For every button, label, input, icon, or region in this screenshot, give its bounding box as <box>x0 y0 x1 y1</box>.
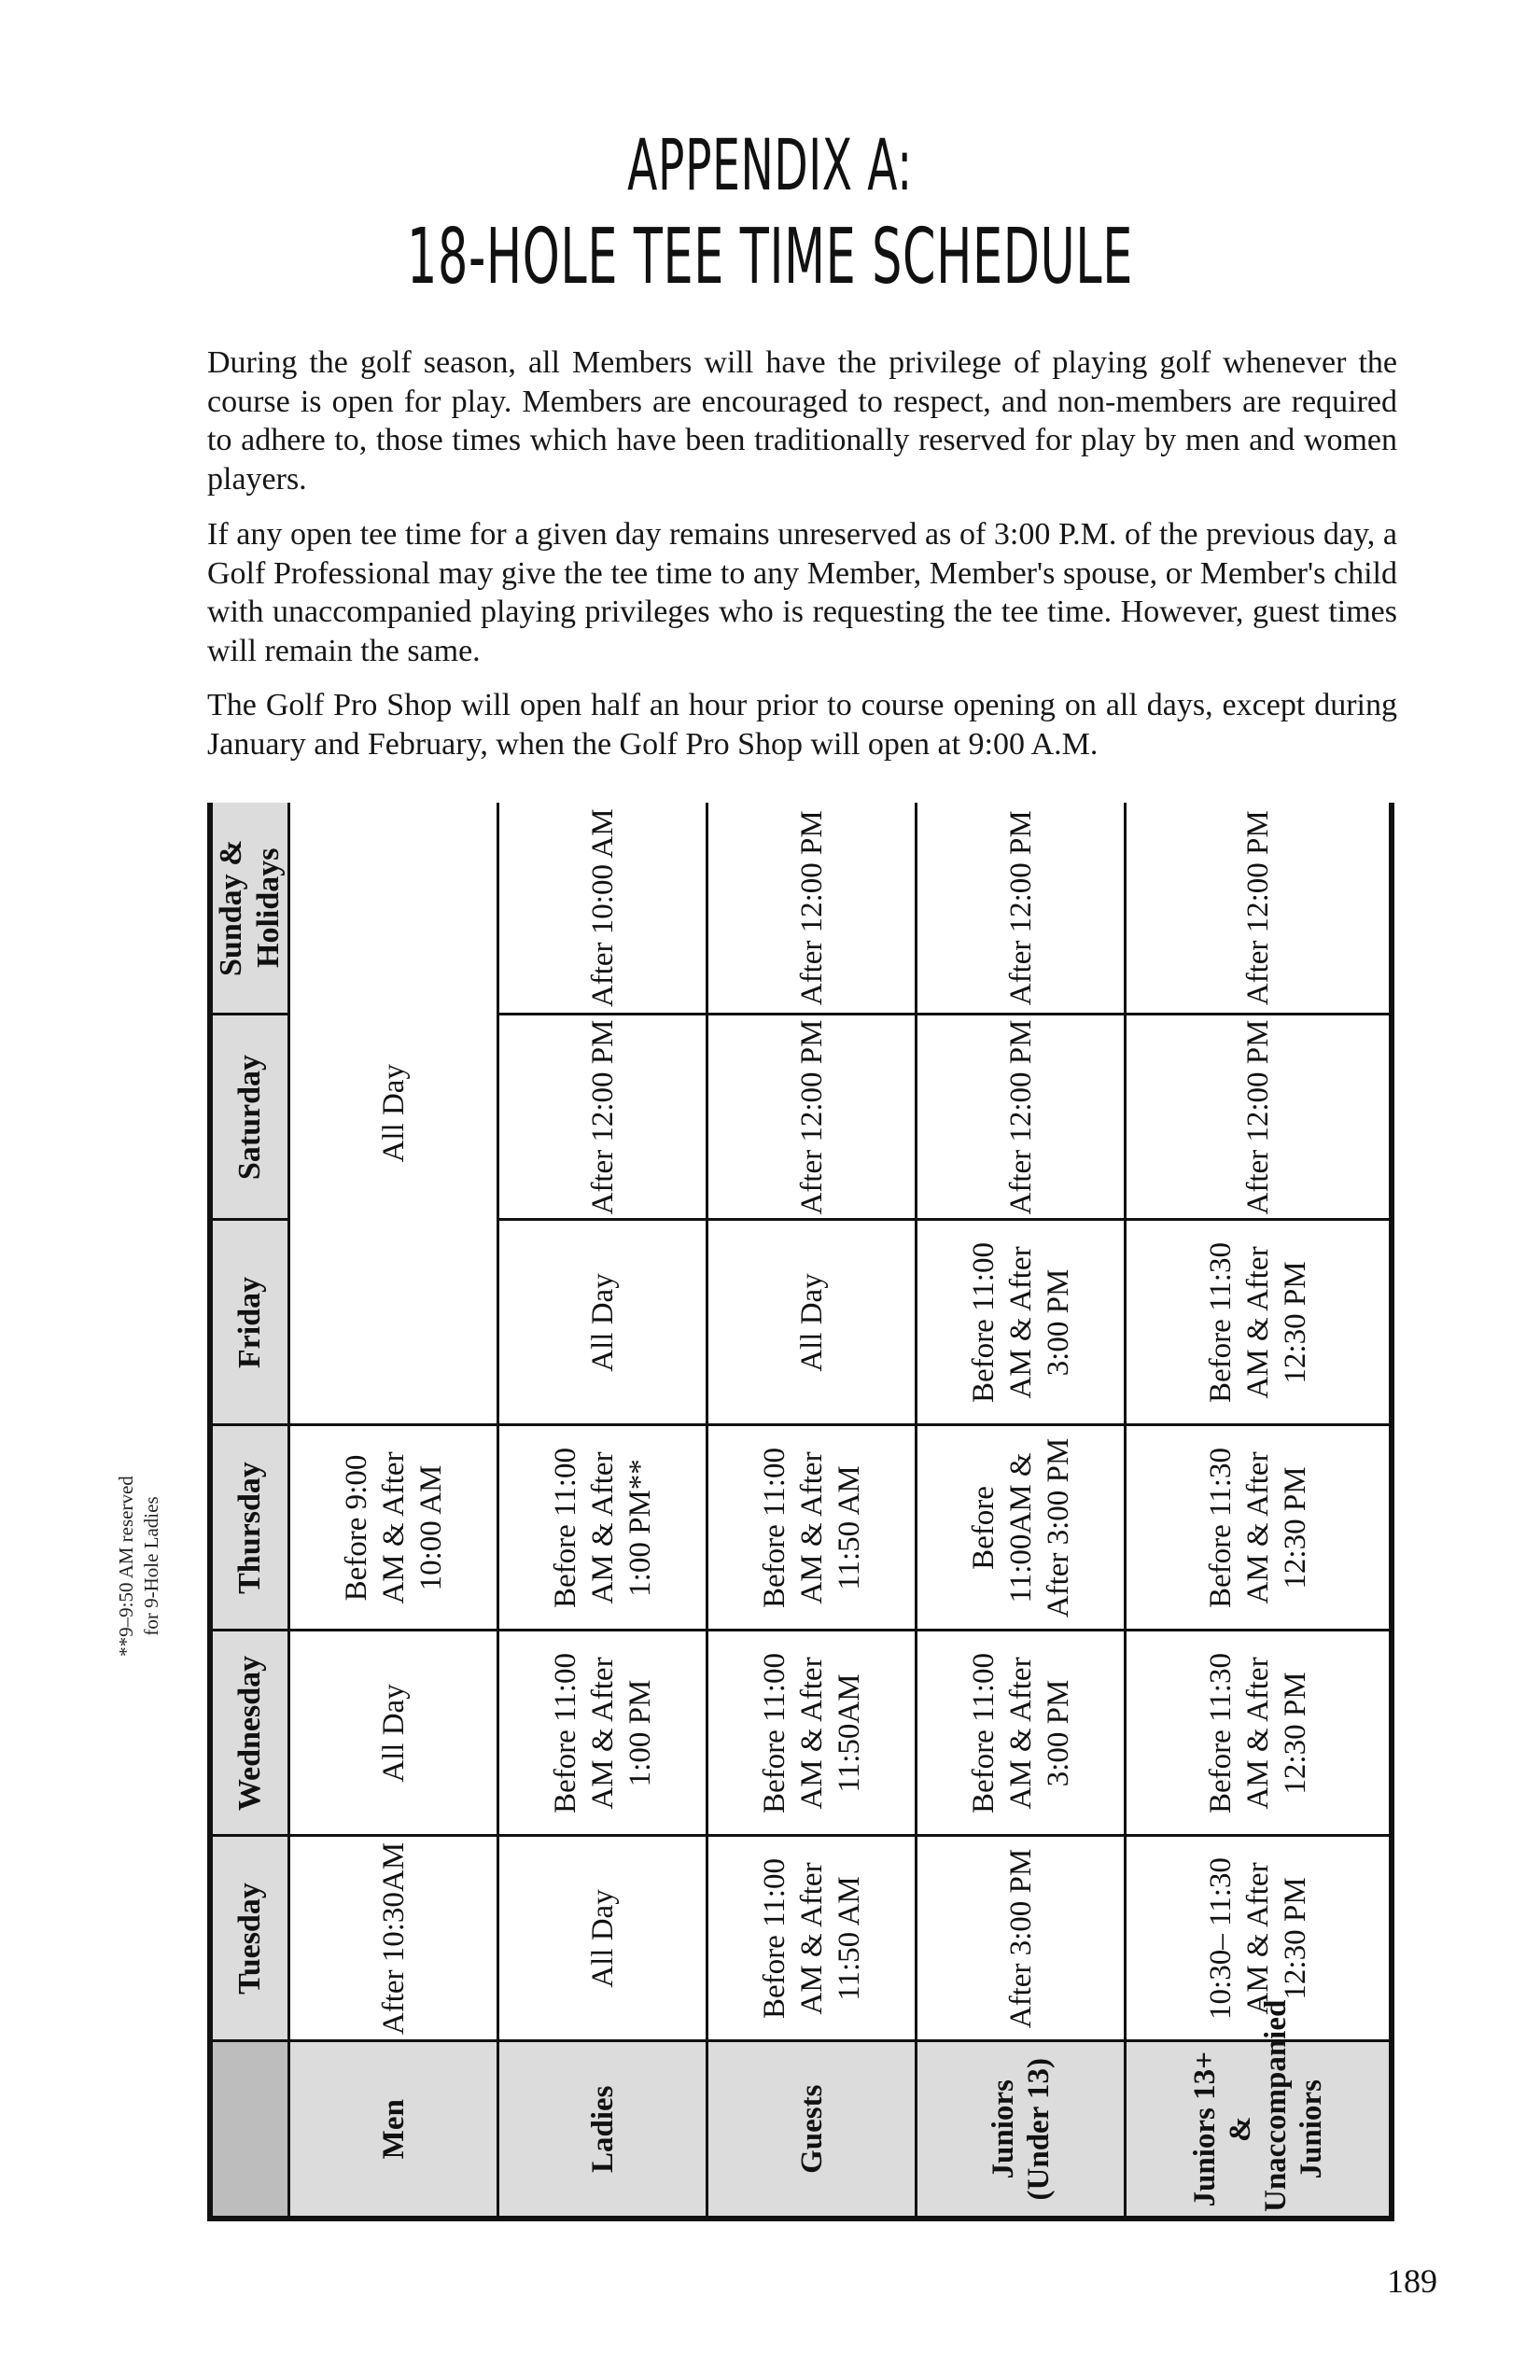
cell-men-thursday: Before 9:00 AM & After 10:00 AM <box>289 1425 498 1631</box>
cell-juniors13-thursday: Before 11:30 AM & After 12:30 PM <box>1126 1425 1392 1631</box>
row-header-men: Men <box>289 2041 498 2219</box>
tee-time-table <box>207 803 1394 2221</box>
cell-juniors13-friday: Before 11:30 AM & After 12:30 PM <box>1126 1220 1392 1425</box>
intro-paragraph: During the golf season, all Members will have the privilege of playing golf whenever the course is open for play. Members are encouraged to respect, and non-members are required to adhere to, those times which have been traditionally reserved for play by men and women players. <box>207 345 1397 497</box>
tee-time-table-container <box>207 803 1394 2221</box>
page-title-line-2: 18-HOLE TEE TIME SCHEDULE <box>407 213 1133 301</box>
cell-men-wednesday: All Day <box>289 1631 498 1836</box>
column-header-friday: Friday <box>210 1220 289 1425</box>
row-header-guests: Guests <box>707 2041 917 2219</box>
cell-juniors13-saturday: After 12:00 PM <box>1126 1015 1392 1220</box>
cell-ladies-thursday: Before 11:00 AM & After 1:00 PM** <box>498 1425 707 1631</box>
cell-juniors-saturday: After 12:00 PM <box>917 1015 1126 1220</box>
row-header-ladies: Ladies <box>498 2041 707 2219</box>
cell-juniors13-sunday: After 12:00 PM <box>1126 803 1392 1015</box>
row-header-juniors-under-13: Juniors (Under 13) <box>917 2041 1126 2219</box>
cell-guests-wednesday: Before 11:00 AM & After 11:50AM <box>707 1631 917 1836</box>
table-row-juniors-13-plus <box>1126 803 1392 2219</box>
cell-men-friday-to-sunday: All Day <box>289 803 498 1425</box>
table-row-ladies <box>498 803 707 2219</box>
table-row-guests <box>707 803 917 2219</box>
cell-ladies-sunday: After 10:00 AM <box>498 803 707 1015</box>
cell-ladies-wednesday: Before 11:00 AM & After 1:00 PM <box>498 1631 707 1836</box>
row-header-juniors-13-plus: Juniors 13+ & Unaccompanied Juniors <box>1126 2041 1392 2219</box>
footnote-line-2: for 9-Hole Ladies <box>140 1496 162 1636</box>
footnote-line-1: **9–9:50 AM reserved <box>115 1476 137 1657</box>
cell-juniors13-wednesday: Before 11:30 AM & After 12:30 PM <box>1126 1631 1392 1836</box>
cell-ladies-saturday: After 12:00 PM <box>498 1015 707 1220</box>
page-title-line-1: APPENDIX A: <box>627 123 913 206</box>
column-header-saturday: Saturday <box>210 1015 289 1220</box>
page-number: 189 <box>1387 2262 1437 2300</box>
cell-ladies-tuesday: All Day <box>498 1836 707 2041</box>
table-header-row <box>210 803 289 2219</box>
cell-guests-friday: All Day <box>707 1220 917 1425</box>
thursday-footnote <box>114 1426 185 1706</box>
cell-juniors-sunday: After 12:00 PM <box>917 803 1126 1015</box>
cell-ladies-friday: All Day <box>498 1220 707 1425</box>
cell-guests-tuesday: Before 11:00 AM & After 11:50 AM <box>707 1836 917 2041</box>
table-corner-cell <box>210 2041 289 2219</box>
table-row-juniors-under-13 <box>917 803 1126 2219</box>
cell-juniors-friday: Before 11:00 AM & After 3:00 PM <box>917 1220 1126 1425</box>
column-header-tuesday: Tuesday <box>210 1836 289 2041</box>
cell-juniors-tuesday: After 3:00 PM <box>917 1836 1126 2041</box>
column-header-thursday: Thursday <box>210 1425 289 1631</box>
column-header-sunday-holidays: Sunday & Holidays <box>210 803 289 1015</box>
pro-shop-hours-paragraph: The Golf Pro Shop will open half an hour prior to course opening on all days, except during January and February, when the Golf Pro Shop will open at 9:00 A.M. <box>207 688 1397 762</box>
cell-guests-sunday: After 12:00 PM <box>707 803 917 1015</box>
tee-time-release-paragraph: If any open tee time for a given day remains unreserved as of 3:00 P.M. of the previous day, a Golf Professional may give the tee time to any Member, Member's spouse, or Member's child with unaccompanied playing privileges who is requesting the tee time. However, guest times will remain the same. <box>207 517 1397 668</box>
cell-juniors-wednesday: Before 11:00 AM & After 3:00 PM <box>917 1631 1126 1836</box>
cell-men-tuesday: After 10:30AM <box>289 1836 498 2041</box>
cell-guests-saturday: After 12:00 PM <box>707 1015 917 1220</box>
table-row-men <box>289 803 498 2219</box>
cell-juniors13-tuesday: 10:30– 11:30 AM & After 12:30 PM <box>1126 1836 1392 2041</box>
cell-guests-thursday: Before 11:00 AM & After 11:50 AM <box>707 1425 917 1631</box>
cell-juniors-thursday: Before 11:00AM & After 3:00 PM <box>917 1425 1126 1631</box>
column-header-wednesday: Wednesday <box>210 1631 289 1836</box>
